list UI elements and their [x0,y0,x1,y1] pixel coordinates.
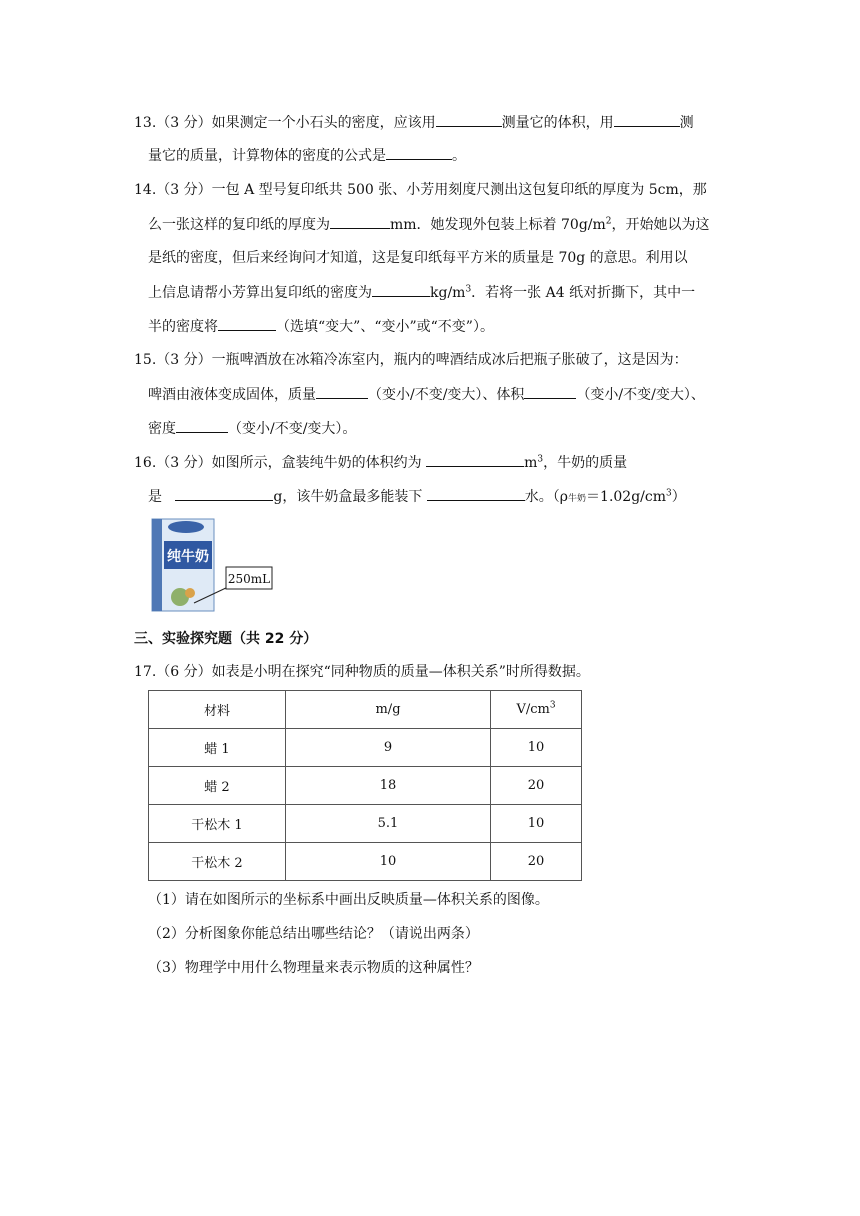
carton-flower-icon [185,588,195,598]
q14-line-5 [148,316,494,337]
q13-text: 量它的质量，计算物体的密度的公式是 [148,148,386,164]
table-header-cell: 材料 [149,691,286,729]
q16-line-1 [134,452,627,473]
q14-text: 半的密度将 [148,319,218,335]
q16-blank-1[interactable] [426,452,524,467]
q13-text: 13.（3 分）如果测定一个小石头的密度，应该用 [134,115,436,131]
q13-line-1 [134,112,694,133]
q14-text: mm．她发现外包装上标着 70g/m [390,217,606,233]
data-table [148,690,582,881]
section-title: 三、实验探究题（共 22 分） [134,631,318,647]
q15-line-2 [148,384,705,405]
q13-line-2 [148,145,466,166]
table-header-row [149,691,582,729]
table-cell: 9 [286,729,491,767]
q14-text: 么一张这样的复印纸的厚度为 [148,217,330,233]
q17-sub-2: （2）分析图象你能总结出哪些结论？（请说出两条） [148,926,479,942]
q14-line-4 [148,282,695,303]
q15-line-1 [134,350,688,370]
q13-blank-2[interactable] [614,112,680,127]
q17-sub-3: （3）物理学中用什么物理量来表示物质的这种属性？ [148,960,479,976]
q15-line-3 [148,418,356,439]
q13-blank-3[interactable] [386,145,452,160]
q15-text: （变小/不变/变大）、 [576,387,705,403]
q14-sup: 2 [605,216,612,227]
q14-text: 上信息请帮小芳算出复印纸的密度为 [148,285,372,301]
q16-text: 水。（ρ [524,489,569,505]
table-cell: 18 [286,767,491,805]
q16-blank-2[interactable] [175,486,273,501]
table-cell: 20 [491,843,582,881]
q14-text: ．若将一张 A4 纸对折撕下，其中一 [471,285,696,301]
q16-text: 是 [148,489,162,505]
q16-text: g，该牛奶盒最多能装下 [273,489,423,505]
q14-text: （选填“变大”、“变小”或“不变”）。 [276,319,494,335]
q16-sup: 3 [537,454,544,465]
table-row [149,805,582,843]
q14-text: ，开始她以为这 [611,217,710,233]
table-header-sup: 3 [549,700,556,711]
q16-text: ，牛奶的质量 [543,455,628,471]
q13-blank-1[interactable] [436,112,502,127]
q15-blank-3[interactable] [176,418,228,433]
q14-blank-2[interactable] [372,282,430,297]
q13-text: 测 [679,115,694,131]
q14-line-3 [148,248,688,268]
volume-label: 250mL [227,572,271,586]
q17-intro: 17.（6 分）如表是小明在探究“同种物质的质量—体积关系”时所得数据。 [134,664,590,680]
table-cell: 10 [286,843,491,881]
q15-text: （变小/不变/变大）、体积 [368,387,525,403]
q14-text: 是纸的密度，但后来经询问才知道，这是复印纸每平方米的质量是 70g 的意思。利用以 [148,250,688,266]
q15-text: 啤酒由液体变成固体，质量 [148,387,316,403]
table-cell: 5.1 [286,805,491,843]
q14-blank-3[interactable] [218,316,276,331]
q16-text: 16.（3 分）如图所示，盒装纯牛奶的体积约为 [134,455,422,471]
table-cell: 干松木 1 [149,805,286,843]
carton-brand-text: 纯牛奶 [167,549,209,565]
q15-text: 密度 [148,421,176,437]
carton-side [152,519,162,611]
q16-blank-3[interactable] [427,486,525,501]
table-cell: 10 [491,729,582,767]
q16-line-2 [148,486,686,509]
q13-text: 测量它的体积，用 [501,115,614,131]
q16-sub: 牛奶 [568,494,587,504]
table-header-cell [491,691,582,729]
q16-text: m [524,455,538,471]
q14-blank-1[interactable] [330,214,390,229]
table-cell: 10 [491,805,582,843]
table-cell: 蜡 1 [149,729,286,767]
q14-text: 14.（3 分）一包 A 型号复印纸共 500 张、小芳用刻度尺测出这包复印纸的厚度为 5cm，那 [134,182,707,198]
q13-text: 。 [452,148,466,164]
q16-text: ＝1.02g/cm [586,489,666,505]
q15-blank-1[interactable] [316,384,368,399]
q15-blank-2[interactable] [524,384,576,399]
q14-text: kg/m [430,285,466,301]
milk-carton-figure [150,515,275,615]
q15-text: 15.（3 分）一瓶啤酒放在冰箱冷冻室内，瓶内的啤酒结成冰后把瓶子胀破了，这是因为： [134,352,688,368]
q17-sub-1: （1）请在如图所示的坐标系中画出反映质量—体积关系的图像。 [148,892,549,908]
table-header-text: V/cm [516,702,550,717]
table-cell: 20 [491,767,582,805]
q14-sup: 3 [465,284,472,295]
table-cell: 蜡 2 [149,767,286,805]
q15-text: （变小/不变/变大）。 [228,421,357,437]
q16-text: ） [671,489,686,505]
table-cell: 干松木 2 [149,843,286,881]
q14-line-1 [134,180,707,200]
table-row [149,767,582,805]
table-row [149,729,582,767]
carton-logo [168,521,204,533]
q14-line-2 [148,214,710,235]
table-row [149,843,582,881]
q16-sup: 3 [666,488,672,499]
table-header-cell: m/g [286,691,491,729]
